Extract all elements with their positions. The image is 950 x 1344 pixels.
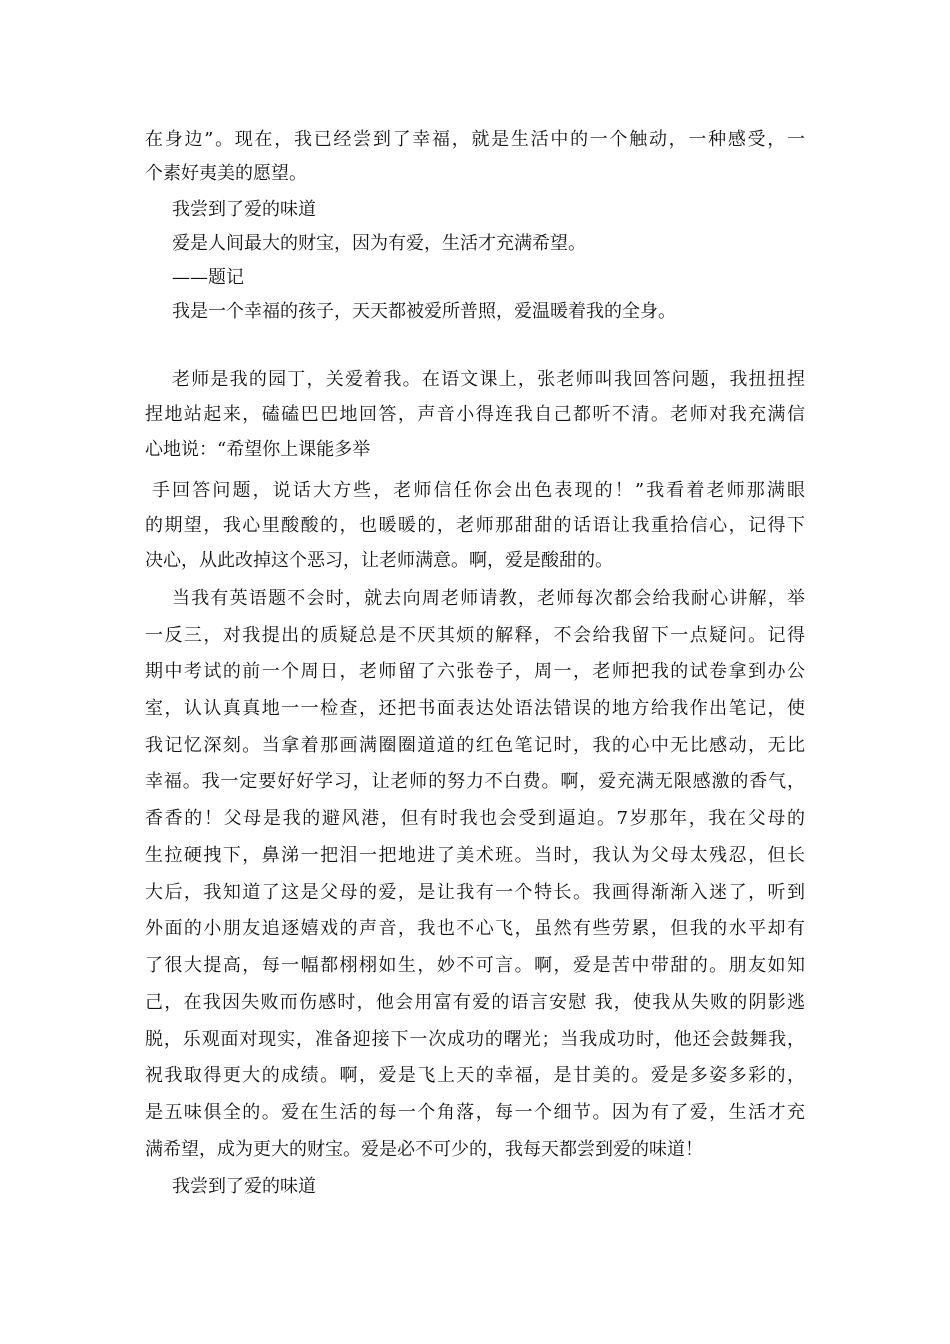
text-line: 生拉硬拽下，鼻涕一把泪一把地进了美术班。当时，我认为父母太残忍，但长 (145, 845, 805, 866)
text-line: 幸福。我一定要好好学习，让老师的努力不白费。啊，爱充满无限感激的香气， (145, 771, 805, 792)
text-line: 期中考试的前一个周日，老师留了六张卷子，周一，老师把我的试卷拿到办公 (145, 661, 805, 682)
text-line: 大后，我知道了这是父母的爱，是让我有一个特长。我画得渐渐入迷了，听到 (145, 882, 805, 903)
text-line: 心地说：“希望你上课能多举 (145, 439, 371, 460)
text-line: 香香的！父母是我的避风港，但有时我也会受到逼迫。7岁那年，我在父母的 (145, 808, 805, 829)
text-line: 在身边”。现在，我已经尝到了幸福，就是生活中的一个触动，一种感受，一 (145, 129, 805, 150)
text-line: 个素好夷美的愿望。 (145, 163, 307, 184)
text-line: 我记忆深刻。当拿着那画满圈圈道道的红色笔记时，我的心中无比感动，无比 (145, 735, 805, 756)
text-line: 脱，乐观面对现实，准备迎接下一次成功的曙光；当我成功时，他还会鼓舞我， (145, 1029, 805, 1050)
text-line: 满希望，成为更大的财宝。爱是必不可少的，我每天都尝到爱的味道！ (145, 1139, 703, 1160)
text-line: 的期望，我心里酸酸的，也暖暖的，老师那甜甜的话语让我重拾信心，记得下 (145, 515, 805, 536)
text-line: 外面的小朋友追逐嬉戏的声音，我也不心飞，虽然有些劳累，但我的水平却有 (145, 918, 805, 939)
text-line: 捏地站起来，磕磕巴巴地回答，声音小得连我自己都听不清。老师对我充满信 (145, 404, 805, 425)
text-line: 室，认认真真地一一检查，还把书面表达处语法错误的地方给我作出笔记，使 (145, 698, 805, 719)
text-line: 当我有英语题不会时，就去向周老师请教，老师每次都会给我耐心讲解，举 (172, 588, 805, 609)
text-line: 祝我取得更大的成绩。啊，爱是飞上天的幸福，是甘美的。爱是多姿多彩的， (145, 1065, 805, 1086)
text-line: 是五味俱全的。爱在生活的每一个角落，每一个细节。因为有了爱，生活才充 (145, 1102, 805, 1123)
section-title: 我尝到了爱的味道 (172, 1176, 316, 1197)
text-line: 己，在我因失败而伤感时，他会用富有爱的语言安慰 我，使我从失败的阴影逃 (145, 992, 805, 1013)
text-line: 老师是我的园丁，关爱着我。在语文课上，张老师叫我回答问题，我扭扭捏 (172, 369, 805, 390)
text-line: 了很大提高，每一幅都栩栩如生，妙不可言。啊，爱是苦中带甜的。朋友如知 (145, 955, 805, 976)
section-title: 我尝到了爱的味道 (172, 199, 316, 220)
text-line: 一反三，对我提出的质疑总是不厌其烦的解释，不会给我留下一点疑问。记得 (145, 625, 805, 646)
text-line: 决心，从此改掉这个恶习，让老师满意。啊，爱是酸甜的。 (145, 550, 613, 571)
epigraph-text: 爱是人间最大的财宝，因为有爱，生活才充满希望。 (172, 233, 586, 254)
text-line: 手回答问题，说话大方些，老师信任你会出色表现的！”我看着老师那满眼 (152, 480, 805, 501)
text-line: 我是一个幸福的孩子，天天都被爱所普照，爱温暖着我的全身。 (172, 301, 676, 322)
epigraph-attribution: ——题记 (172, 267, 244, 288)
